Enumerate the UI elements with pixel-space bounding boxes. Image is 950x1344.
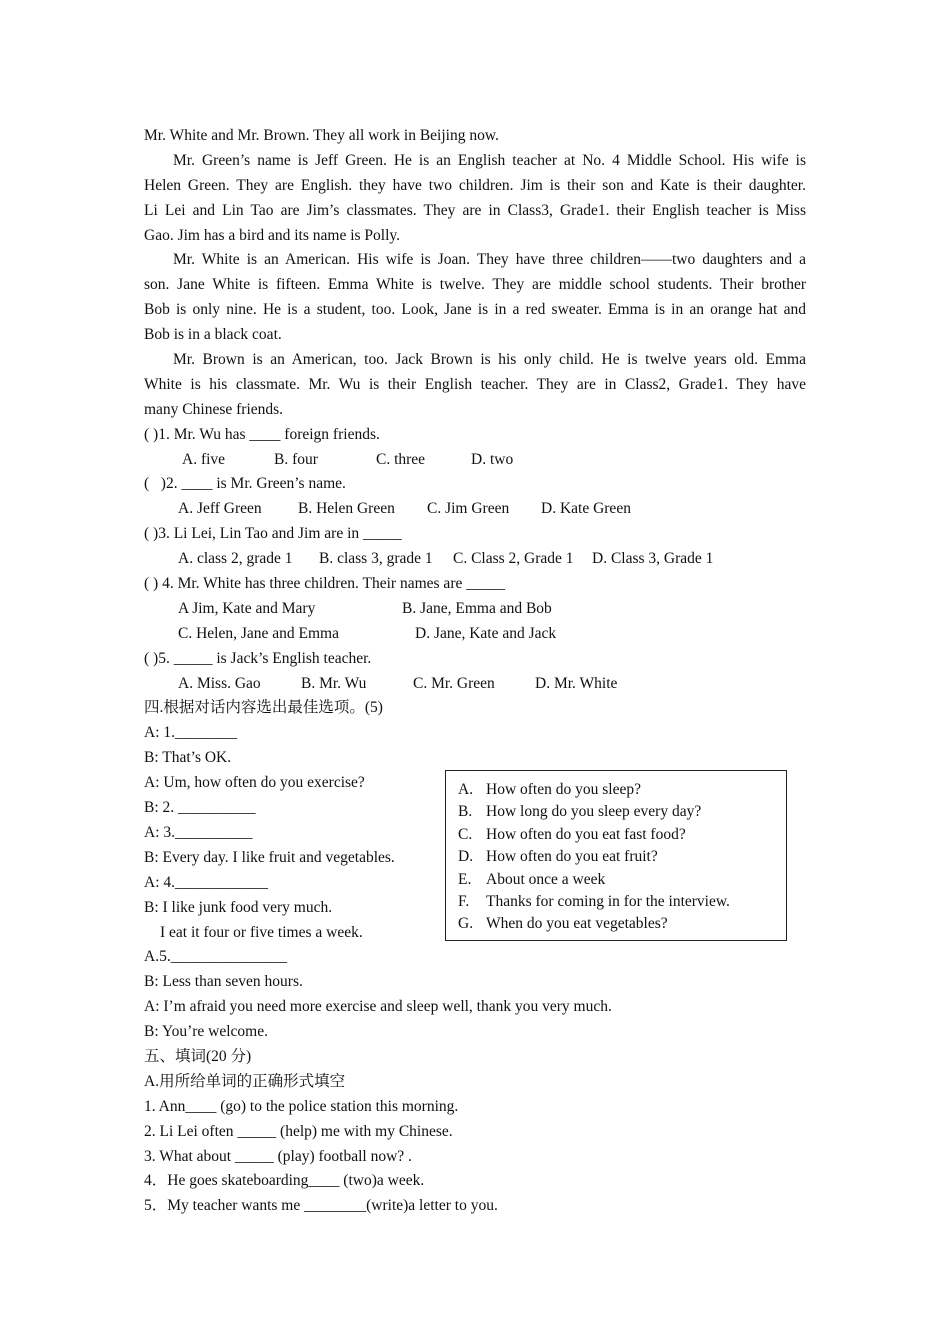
question-5-stem: ( )5. _____ is Jack’s English teacher.: [144, 649, 372, 667]
choice-letter: B.: [458, 803, 473, 821]
choice-text: How long do you sleep every day?: [486, 803, 702, 821]
passage-intro-line: Mr. White and Mr. Brown. They all work in Beijing now.: [144, 127, 499, 144]
passage-p3-line: Mr. Brown is an American, too. Jack Brown is his only child. He is twelve years old. Emma: [173, 351, 806, 369]
option-b: B. Mr. Wu: [301, 674, 367, 692]
dialog-line: B: I like junk food very much.: [144, 898, 333, 916]
option-a: A. class 2, grade 1: [178, 550, 293, 568]
choice-item: [458, 869, 786, 891]
option-d: D. two: [471, 450, 514, 468]
dialog-line: B: Every day. I like fruit and vegetables.: [144, 848, 395, 866]
option-c: C. Helen, Jane and Emma: [178, 624, 339, 642]
passage-p2-line: son. Jane White is fifteen. Emma White is twelve. They are middle school students. Their brother: [144, 276, 806, 294]
fill-in-item: 4．He goes skateboarding____ (two)a week.: [144, 1172, 425, 1190]
dialog-line: A: 3.__________: [144, 823, 253, 841]
choices-box: [445, 770, 787, 941]
option-d: D. Kate Green: [541, 500, 631, 518]
question-4-stem: ( ) 4. Mr. White has three children. Their names are _____: [144, 575, 505, 593]
question-1-stem: ( )1. Mr. Wu has ____ foreign friends.: [144, 425, 380, 443]
dialog-line: A: Um, how often do you exercise?: [144, 774, 365, 792]
option-d: D. Mr. White: [535, 674, 618, 692]
choice-text: About once a week: [486, 870, 606, 888]
passage-p3-line: White is his classmate. Mr. Wu is their English teacher. They are in Class2, Grade1. They have: [144, 375, 806, 393]
option-d: D. Class 3, Grade 1: [592, 550, 714, 568]
choice-letter: D.: [458, 848, 474, 866]
option-b: B. Helen Green: [298, 500, 395, 518]
passage-p1-line: Gao. Jim has a bird and its name is Polly.: [144, 226, 401, 244]
passage-p2-line: Bob is in a black coat.: [144, 326, 282, 344]
question-1-options: [144, 448, 806, 473]
choice-item: [458, 824, 786, 846]
choice-text: How often do you eat fast food?: [486, 825, 686, 843]
fill-in-item: 1. Ann____ (go) to the police station this morning.: [144, 1097, 459, 1115]
question-3-options: [144, 547, 806, 572]
dialog-line: B: You’re welcome.: [144, 1023, 268, 1041]
dialog-line: A: 4.____________: [144, 873, 268, 891]
dialog-line: B: 2. __________: [144, 799, 256, 817]
question-4-options-row2: [144, 622, 806, 647]
dialog-line: I eat it four or five times a week.: [160, 923, 363, 941]
option-c: C. three: [376, 450, 426, 468]
section-5-heading: 五、填词(20 分): [144, 1047, 252, 1065]
choice-text: How often do you sleep?: [486, 781, 641, 798]
choice-item: [458, 891, 786, 913]
option-a: A. Jeff Green: [178, 500, 262, 518]
choice-item: [458, 913, 786, 935]
option-c: C. Mr. Green: [413, 674, 495, 692]
choice-letter: E.: [458, 870, 472, 888]
fill-in-item: 5．My teacher wants me ________(write)a letter to you.: [144, 1197, 498, 1215]
option-b: B. class 3, grade 1: [319, 550, 433, 568]
choice-text: Thanks for coming in for the interview.: [486, 892, 730, 910]
section-5-subheading: A.用所给单词的正确形式填空: [144, 1072, 346, 1090]
passage-p1-line: Helen Green. They are English. they have two children. Jim is their son and Kate is their daughter.: [144, 176, 806, 194]
option-a: A Jim, Kate and Mary: [178, 599, 316, 617]
option-d: D. Jane, Kate and Jack: [415, 624, 557, 642]
choice-item: [458, 779, 786, 801]
choice-text: How often do you eat fruit?: [486, 848, 658, 866]
dialog-line: A.5._______________: [144, 948, 287, 966]
option-b: B. four: [274, 450, 318, 468]
passage-p3-line: many Chinese friends.: [144, 400, 284, 418]
choice-text: When do you eat vegetables?: [486, 915, 668, 933]
question-2-stem: ( )2. ____ is Mr. Green’s name.: [144, 475, 346, 493]
section-4-heading: 四.根据对话内容选出最佳选项。(5): [144, 699, 383, 717]
fill-in-item: 2. Li Lei often _____ (help) me with my Chinese.: [144, 1122, 453, 1140]
dialog-line: A: 1.________: [144, 724, 237, 742]
option-c: C. Jim Green: [427, 500, 510, 518]
choice-item: [458, 801, 786, 823]
choice-letter: A.: [458, 781, 474, 798]
choice-letter: C.: [458, 825, 473, 843]
question-5-options: [144, 672, 806, 697]
question-4-options-row1: [144, 597, 806, 622]
fill-in-item: 3. What about _____ (play) football now? .: [144, 1147, 412, 1165]
choice-item: [458, 846, 786, 868]
question-2-options: [144, 497, 806, 522]
option-a: A. Miss. Gao: [178, 674, 261, 692]
passage-p2-line: Mr. White is an American. His wife is Joan. They have three children——two daughters and a: [173, 251, 806, 269]
dialog-line: B: That’s OK.: [144, 749, 232, 767]
passage-p2-line: Bob is only nine. He is a student, too. Look, Jane is in a red sweater. Emma is in an orange hat and: [144, 301, 806, 319]
question-3-stem: ( )3. Li Lei, Lin Tao and Jim are in _____: [144, 525, 402, 543]
option-a: A. five: [182, 450, 226, 468]
passage-p1-line: Li Lei and Lin Tao are Jim’s classmates. They are in Class3, Grade1. their English teacher is Miss: [144, 201, 806, 219]
dialog-line: A: I’m afraid you need more exercise and sleep well, thank you very much.: [144, 998, 612, 1016]
passage-p1-line: Mr. Green’s name is Jeff Green. He is an English teacher at No. 4 Middle School. His wife is: [173, 151, 806, 169]
worksheet-page: [144, 124, 806, 1219]
option-c: C. Class 2, Grade 1: [453, 550, 574, 568]
choice-letter: G.: [458, 915, 474, 933]
dialog-line: B: Less than seven hours.: [144, 973, 303, 991]
choice-letter: F.: [458, 892, 470, 910]
option-b: B. Jane, Emma and Bob: [402, 599, 552, 617]
